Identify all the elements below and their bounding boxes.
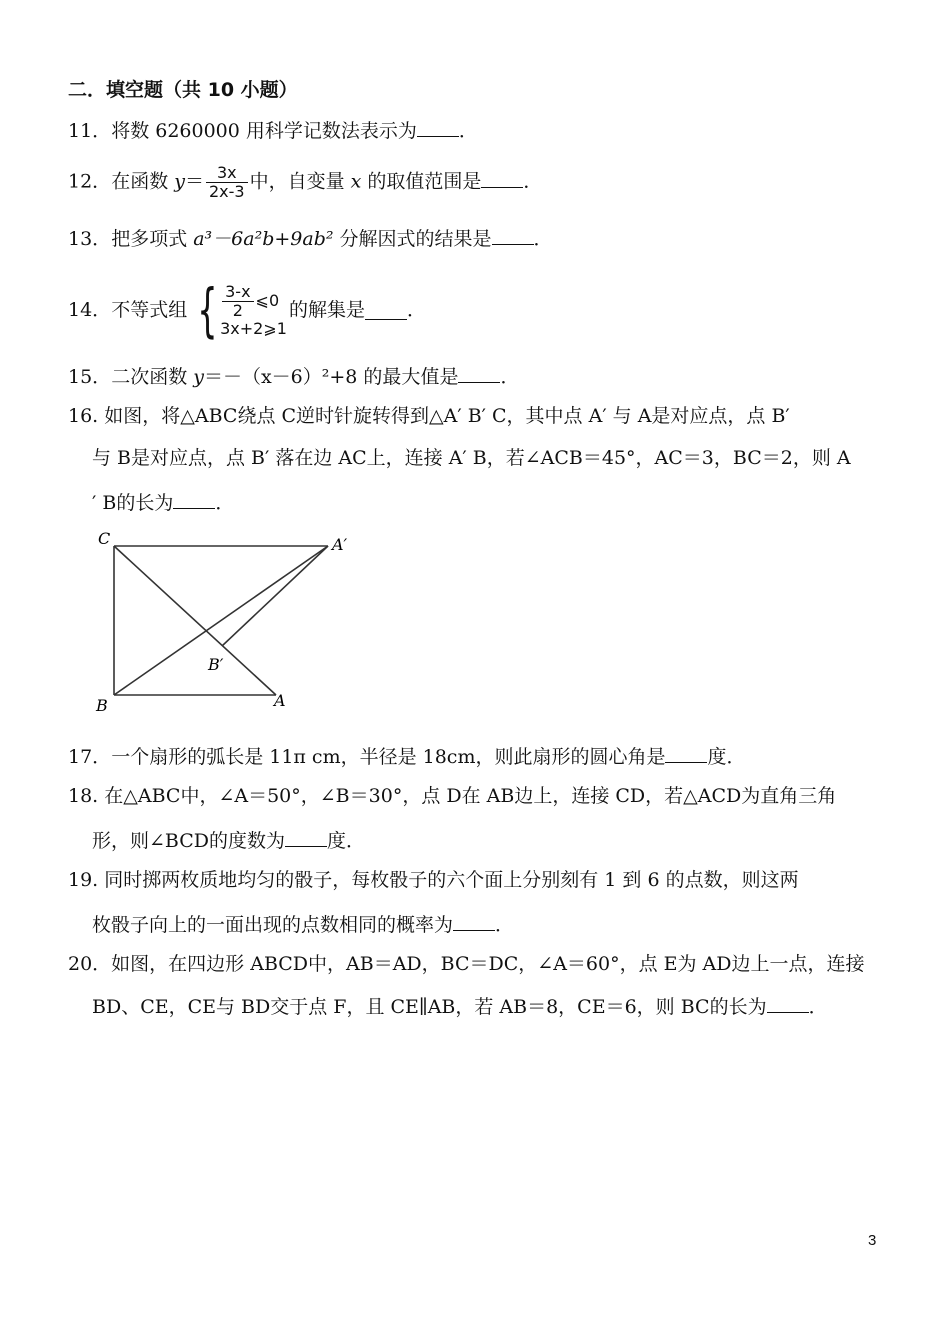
q11-end: ． (458, 120, 478, 142)
q17-text: 一个扇形的弧长是 11π cm，半径是 18cm，则此扇形的圆心角是 (111, 746, 666, 768)
q15-var-y: y (193, 366, 204, 388)
q18-line2 (92, 828, 365, 853)
section-title: 二．填空题（共 10 小题） (68, 79, 298, 101)
q12-number: 12． (68, 170, 112, 193)
q20-line1: 20．如图，在四边形 ABCD中，AB＝AD，BC＝DC，∠A＝60°，点 E为 AD边上一点，连接 (68, 953, 865, 975)
q13-answer-blank[interactable] (492, 226, 534, 245)
q14-ineq1-rel: ⩽0 (255, 291, 280, 310)
q14-ineq2: 3x+2⩾1 (220, 318, 287, 338)
label-B-prime: B′ (208, 655, 224, 674)
q20-answer-blank[interactable] (767, 994, 809, 1013)
q12-var-x: x (350, 170, 362, 193)
q16-end: ． (215, 492, 235, 514)
q16-answer-blank[interactable] (173, 490, 215, 509)
q15-expr: ＝－（x－6）²+8 的最大值是 (203, 366, 459, 388)
q16-line3 (92, 490, 234, 515)
q12-fraction (206, 164, 248, 201)
q18-line1: 18. 在△ABC中，∠A＝50°，∠B＝30°，点 D在 AB边上，连接 CD，若△ACD为直角三角 (68, 785, 837, 807)
label-B: B (96, 696, 108, 715)
question-17 (68, 744, 745, 769)
segment-B-prime-A-prime (222, 546, 328, 646)
q18-answer-blank[interactable] (285, 828, 327, 847)
q15-pre: 二次函数 (111, 366, 194, 388)
q16-line1: 16. 如图，将△ABC绕点 C逆时针旋转得到△A′ B′ C，其中点 A′ 与 A是对应点，点 B′ (68, 405, 790, 427)
q12-end: ． (523, 170, 543, 193)
question-15 (68, 364, 519, 389)
q14-pre: 不等式组 (111, 299, 188, 321)
q19-line2 (92, 912, 514, 937)
q20-line2-text: BD、CE，CE与 BD交于点 F，且 CE∥AB，若 AB＝8，CE＝6，则 BC的长为 (92, 996, 767, 1018)
question-11 (68, 118, 478, 143)
q11-text: 将数 6260000 用科学记数法表示为 (111, 120, 417, 142)
label-C: C (98, 529, 111, 548)
q15-end: ． (500, 366, 520, 388)
label-A: A (274, 691, 286, 710)
q14-frac (222, 283, 253, 320)
q14-frac-num: 3-x (222, 283, 253, 302)
q17-answer-blank[interactable] (665, 744, 707, 763)
question-12 (68, 164, 542, 201)
q17-number: 17． (68, 746, 112, 768)
q12-post2: 的取值范围是 (361, 170, 482, 193)
q14-frac-den: 2 (232, 300, 243, 320)
q14-answer-blank[interactable] (365, 301, 407, 320)
q12-pre: 在函数 (111, 170, 175, 193)
q15-number: 15． (68, 366, 112, 388)
q16-line3-text: ′ B的长为 (92, 492, 174, 514)
q16-line2: 与 B是对应点，点 B′ 落在边 AC上，连接 A′ B，若∠ACB＝45°，AC＝3，BC＝2，则 A (92, 447, 851, 469)
q14-inequality-system (189, 276, 287, 344)
q12-var-y: y (174, 170, 185, 193)
label-A-prime: A′ (332, 535, 348, 554)
q12-post: 中，自变量 (249, 170, 351, 193)
left-brace-icon: { (197, 276, 218, 344)
q12-frac-num: 3x (206, 164, 248, 183)
q12-eq: ＝ (184, 170, 204, 193)
q19-end: ． (495, 914, 515, 936)
q12-frac-den: 2x-3 (208, 182, 245, 201)
q14-number: 14． (68, 299, 112, 321)
q13-end: ． (533, 228, 553, 250)
question-13 (68, 226, 553, 251)
q15-answer-blank[interactable] (458, 364, 500, 383)
q13-pre: 把多项式 (111, 228, 194, 250)
q18-line2-text: 形，则∠BCD的度数为 (92, 830, 286, 852)
q18-end: 度． (327, 830, 366, 852)
geometry-figure (88, 522, 368, 720)
q11-number: 11． (68, 120, 112, 142)
q19-line2-text: 枚骰子向上的一面出现的点数相同的概率为 (92, 914, 454, 936)
q13-number: 13． (68, 228, 112, 250)
q12-answer-blank[interactable] (481, 169, 523, 188)
q14-post: 的解集是 (288, 299, 365, 321)
page-number: 3 (868, 1232, 877, 1249)
q14-end: ． (406, 299, 426, 321)
q19-answer-blank[interactable] (453, 912, 495, 931)
q11-answer-blank[interactable] (417, 118, 459, 137)
q17-end: 度． (707, 746, 746, 768)
q20-end: ． (808, 996, 828, 1018)
q13-polynomial: a³－6a²b+9ab² (193, 228, 334, 250)
q20-line2 (92, 994, 828, 1019)
question-14 (68, 276, 426, 344)
q19-line1: 19. 同时掷两枚质地均匀的骰子，每枚骰子的六个面上分别刻有 1 到 6 的点数，则这两 (68, 869, 799, 891)
q13-post: 分解因式的结果是 (333, 228, 492, 250)
segment-CA (114, 546, 276, 695)
